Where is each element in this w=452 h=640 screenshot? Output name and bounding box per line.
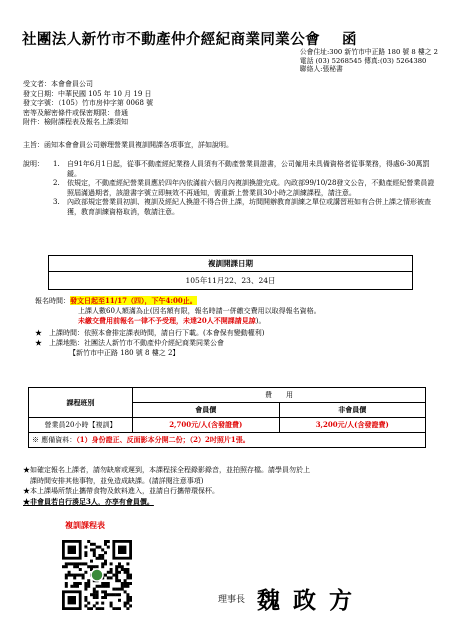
document-meta [23, 80, 153, 128]
required-documents: ※ 應備資料：（1）身份證正、反面影本分開二份；（2）2吋照片1張。 [29, 433, 426, 448]
contact-phone: 電話 (03) 5268545 傳真:(03) 5264380 [299, 56, 427, 65]
schedule-box [48, 255, 413, 290]
doc-type: 函 [342, 31, 357, 48]
class-time-text: 依照本會排定課表時間，請自行下載。(本會保有變動權利) [84, 329, 265, 337]
explanation-item: 說明： 1. 自91年6月1日起，從事不動產經紀業務人員須有不動產營業員證書，公司僱用未具備資格者從事業務，得處6-30萬罰鍰。 [23, 160, 430, 178]
registration-section: 報名時間：發文日起至11/17（四），下午4:00止。 上課人數60人額滿為止(因名額有限，報名時請一併繳交費用以取得報名資格。 未繳交費用前報名一律不予受理，未達20人不開課請見諒)。 ★ 上課時間：依照本會排定課表時間，請自行下載。(本會保有變動權利) ★ 上課地點：社團法人新竹市不動產仲介經紀商業同業公會 【新竹市中正路 180 號 8 樓之 2】 [35, 296, 321, 357]
star-icon: ★ 上課時間： [35, 329, 84, 337]
member-price: 2,700元/人(含發證費) [133, 418, 280, 433]
qr-code-icon [62, 540, 132, 610]
fee-header-course: 課程班別 [29, 388, 133, 418]
contact-info [300, 48, 438, 74]
signature-name: 魏政方 [257, 587, 366, 614]
fee-header-nonmember: 非會員價 [279, 403, 426, 418]
explanation-item: 3. 內政部規定營業員初訓、複訓及經紀人換證不得合併上課，坊間開辦教育訓練之單位或講習班如有合併上課之情形被查獲，教育訓練資格取消，敬請注意。 [53, 198, 431, 216]
class-address: 【新竹市中正路 180 號 8 樓之 2】 [69, 349, 180, 357]
meta-attachment: 附件：檢附課程表及報名上課須知 [23, 118, 128, 127]
fee-course-name: 營業員20小時【複訓】 [29, 418, 133, 433]
meta-recipient: 受文者：本會會員公司 [23, 80, 93, 88]
note-item: ★如確定報名上課者，請勿缺席或遲到，本課程採全程錄影錄音，並拍照存檔。請學員勿於上 [23, 466, 310, 474]
subject-line: 主旨：函知本會會員公司辦理營業員複訓開課各項事宜，詳如說明。 [23, 141, 233, 149]
notes-section [23, 465, 310, 507]
signature-title: 理事長 [218, 595, 246, 605]
schedule-dates: 105年11月22、23、24日 [185, 276, 276, 285]
fee-table [28, 387, 426, 448]
course-schedule-link[interactable]: 複訓課程表 [65, 520, 105, 530]
meta-date: 發文日期：中華民國 105 年 10 月 19 日 [23, 89, 152, 98]
note-item: ★本上課場所禁止攜帶食物及飲料進入，並請自行攜帶環保杯。 [23, 487, 219, 495]
note-item: 課時間安排其他事物，並免造成缺課。(請詳閱注意事項) [23, 476, 204, 485]
schedule-heading: 複訓開課日期 [49, 256, 412, 272]
class-location-text: 社團法人新竹市不動產仲介經紀商業同業公會 [84, 339, 224, 347]
explanation-item: 2. 依規定，不動產經紀營業員應於四年內依滿前六個月內複訓換證完成。內政部99/10/28發文公告，不動產經紀營業員證照屆滿過期者，該證書字號立即無效不再通知，需重新上營業員30小時之訓練課程，請注意。 [53, 179, 435, 197]
fee-header-member: 會員價 [133, 403, 280, 418]
contact-address: 公會住址:300 新竹市中正路 180 號 8 樓之 2 [299, 48, 438, 56]
letter-title: 社團法人新竹市不動產仲介經紀商業同業公會 函 [22, 31, 357, 48]
registration-label: 報名時間： [35, 297, 70, 305]
nonmember-price: 3,200元/人(含發證費) [279, 418, 426, 433]
registration-deadline: 發文日起至11/17（四），下午4:00止。 [70, 296, 197, 305]
registration-warning: 未繳交費用前報名一律不予受理，未達20人不開課請見諒 [78, 316, 256, 325]
note-item: ★非會員若自行湊足3人，亦享有會員價。 [23, 496, 154, 506]
signature-block [218, 582, 365, 615]
fee-header-fee: 費 用 [133, 388, 426, 403]
explanation-section [23, 160, 435, 218]
registration-capacity: 上課人數60人額滿為止(因名額有限，報名時請一併繳交費用以取得報名資格。 [78, 307, 321, 315]
meta-ref-no: 發文字號：（105）竹市房仲字第 0068 號 [23, 99, 154, 108]
meta-classification: 密等及解密條件或保密期限：普通 [23, 108, 128, 117]
contact-person: 聯絡人:張秘書 [299, 65, 343, 74]
explanation-heading: 說明： [23, 160, 44, 168]
star-icon: ★ 上課地點： [35, 339, 84, 347]
qr-code[interactable] [62, 540, 132, 610]
